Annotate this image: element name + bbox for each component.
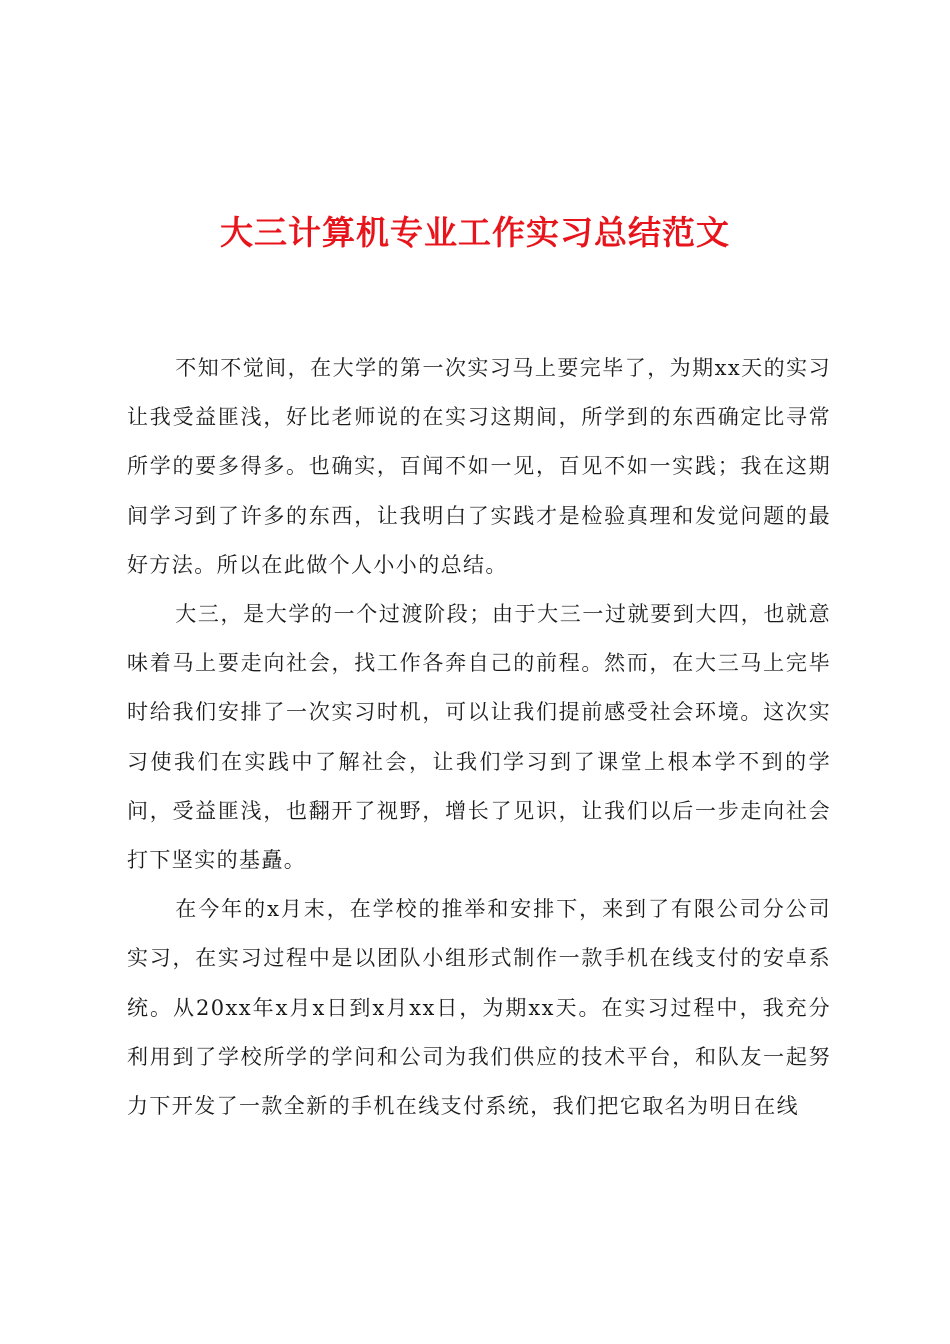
paragraph-3: 在今年的x月末，在学校的推举和安排下，来到了有限公司分公司实习，在实习过程中是以团队小组形式制作一款手机在线支付的安卓系统。从20xx年x月x日到x月xx日，为期xx天。在实习过程中，我充分利用到了学校所学的学问和公司为我们供应的技术平台，和队友一起努力下开发了一款全新的手机在线支付系统，我们把它取名为明日在线 <box>127 897 831 1119</box>
paragraph-1: 不知不觉间，在大学的第一次实习马上要完毕了，为期xx天的实习让我受益匪浅，好比老师说的在实习这期间，所学到的东西确定比寻常所学的要多得多。也确实，百闻不如一见，百见不如一实践；我在这期间学习到了许多的东西，让我明白了实践才是检验真理和发觉问题的最好方法。所以在此做个人小小的总结。 <box>127 356 831 577</box>
paragraph-2: 大三，是大学的一个过渡阶段；由于大三一过就要到大四，也就意味着马上要走向社会，找工作各奔自己的前程。然而，在大三马上完毕时给我们安排了一次实习时机，可以让我们提前感受社会环境。这次实习使我们在实践中了解社会，让我们学习到了课堂上根本学不到的学问，受益匪浅，也翻开了视野，增长了见识，让我们以后一步走向社会打下坚实的基矗。 <box>127 602 831 873</box>
document-body <box>127 344 831 1131</box>
document-title: 大三计算机专业工作实习总结范文 <box>220 213 730 252</box>
